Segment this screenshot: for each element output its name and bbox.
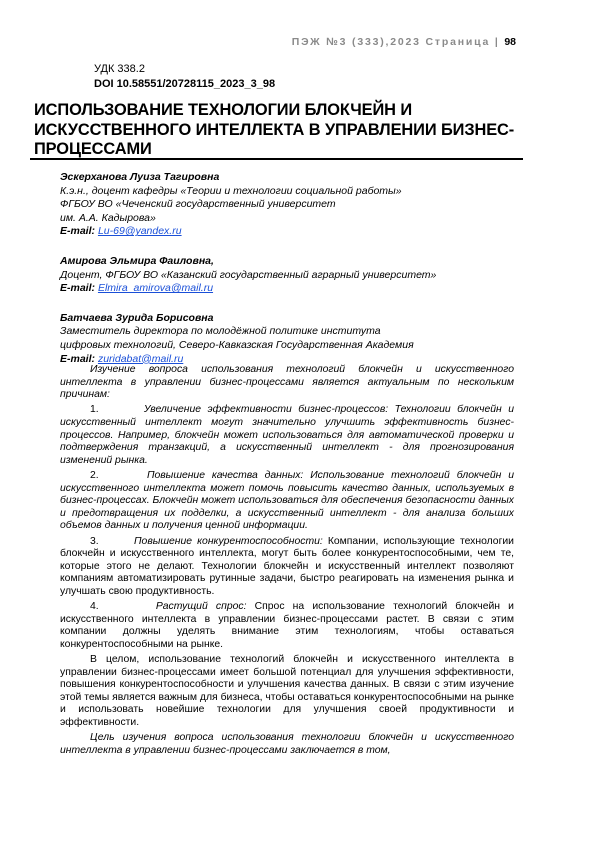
author-email-row: [60, 225, 520, 239]
item-text: Использование технологий блокчейн и искусственного интеллекта может помочь повысить качество данных, используемых в бизнес-процессах. Блокчейн может использоваться для обеспечения безопасности данных и предотвращения их подделки, а искусственный интеллект - для анализа больших объемов данных и получения ценной информации.: [60, 469, 514, 532]
author-2: [60, 255, 520, 296]
author-email-link[interactable]: Lu-69@yandex.ru: [97, 225, 182, 238]
author-affiliation: им. А.А. Кадырова»: [60, 211, 156, 224]
author-name: Амирова Эльмира Фаиловна,: [60, 254, 214, 267]
list-item: [60, 536, 514, 599]
item-text: Технологии блокчейн и искусственный интеллект могут значительно улучшить эффективность бизнес-процессов. Например, блокчейн может использоваться для автоматической проверки и подтверждения транзакций, а искусственный интеллект - для прогнозирования изменений рынка.: [60, 404, 514, 466]
conclusion-paragraph: В целом, использование технологий блокчейн и искусственного интеллекта в управлении бизнес-процессами имеет большой потенциал для улучшения эффективности, повышения конкурентоспособности и улучшения качества данных. В связи с этим изучение этой темы является важным для бизнеса, чтобы оставаться конкурентоспособными на рынке и использовать новейшие технологии для улучшения своей продуктивности и эффективности.: [60, 654, 514, 728]
author-block: [60, 171, 520, 382]
item-number: 1.: [90, 404, 99, 416]
page-number: 98: [504, 36, 516, 48]
doi: DOI 10.58551/20728115_2023_3_98: [94, 78, 276, 90]
item-text: Спрос на использование технологий блокчейн и искусственного интеллекта в управлении бизнес-процессами растет. В связи с этим компании должны уделять внимание этим технологиям, чтобы оставаться конкурентоспособными на рынке.: [60, 601, 514, 650]
udk-code: УДК 338.2: [94, 63, 145, 75]
author-affiliation: ФГБОУ ВО «Чеченский государственный университет: [60, 198, 336, 211]
journal-name: ПЭЖ №3 (333),2023 Страница |: [291, 36, 500, 48]
title-underline: [30, 158, 523, 160]
intro-paragraph: Изучение вопроса использования технологий блокчейн и искусственного интеллекта в управлении бизнес-процессами является актуальным по нескольким причинам:: [60, 364, 514, 401]
article-body: [60, 364, 514, 760]
article-title: ИСПОЛЬЗОВАНИЕ ТЕХНОЛОГИИ БЛОКЧЕЙН И ИСКУССТВЕННОГО ИНТЕЛЛЕКТА В УПРАВЛЕНИИ БИЗНЕС-ПРОЦЕССАМИ: [34, 101, 515, 158]
email-label: E-mail:: [60, 225, 96, 238]
author-affiliation: Заместитель директора по молодёжной политике института: [60, 325, 381, 338]
author-email-link[interactable]: zuridabat@mail.ru: [97, 352, 184, 365]
list-item: [60, 601, 514, 651]
goal-paragraph: Цель изучения вопроса использования технологии блокчейн и искусственного интеллекта в управлении бизнес-процессами заключается в том,: [60, 732, 514, 756]
author-3: [60, 312, 520, 366]
email-label: E-mail:: [60, 352, 96, 365]
item-number: 2.: [90, 469, 99, 481]
list-item: [60, 404, 514, 467]
author-affiliation: Доцент, ФГБОУ ВО «Казанский государственный аграрный университет»: [60, 268, 437, 281]
author-affiliation: цифровых технологий, Северо-Кавказская Государственная Академия: [60, 338, 414, 351]
author-affiliation: К.э.н., доцент кафедры «Теории и технологии социальной работы»: [60, 184, 402, 197]
item-lead: Увеличение эффективности бизнес-процессов:: [143, 404, 389, 416]
author-name: Эскерханова Луиза Тагировна: [60, 171, 220, 183]
item-lead: Повышение конкурентоспособности:: [134, 535, 323, 547]
item-lead: Растущий спрос:: [155, 601, 247, 613]
item-lead: Повышение качества данных:: [146, 469, 304, 481]
author-email-row: [60, 282, 520, 296]
author-email-link[interactable]: Elmira_amirova@mail.ru: [97, 282, 214, 295]
author-1: [60, 171, 520, 239]
item-number: 4.: [90, 601, 99, 613]
email-label: E-mail:: [60, 282, 96, 295]
item-number: 3.: [90, 535, 99, 547]
running-header: [292, 36, 516, 48]
list-item: [60, 470, 514, 533]
author-name: Батчаева Зурида Борисовна: [60, 311, 214, 324]
item-text: Компании, использующие технологии блокчейн и искусственного интеллекта, могут быть более конкурентоспособными, чем те, которые этого не делают. Технологии блокчейн и искусственный интеллект позволяют компаниям автоматизировать рутинные задачи, быстро реагировать на изменения рынка и улучшать свою продуктивность.: [60, 535, 514, 597]
